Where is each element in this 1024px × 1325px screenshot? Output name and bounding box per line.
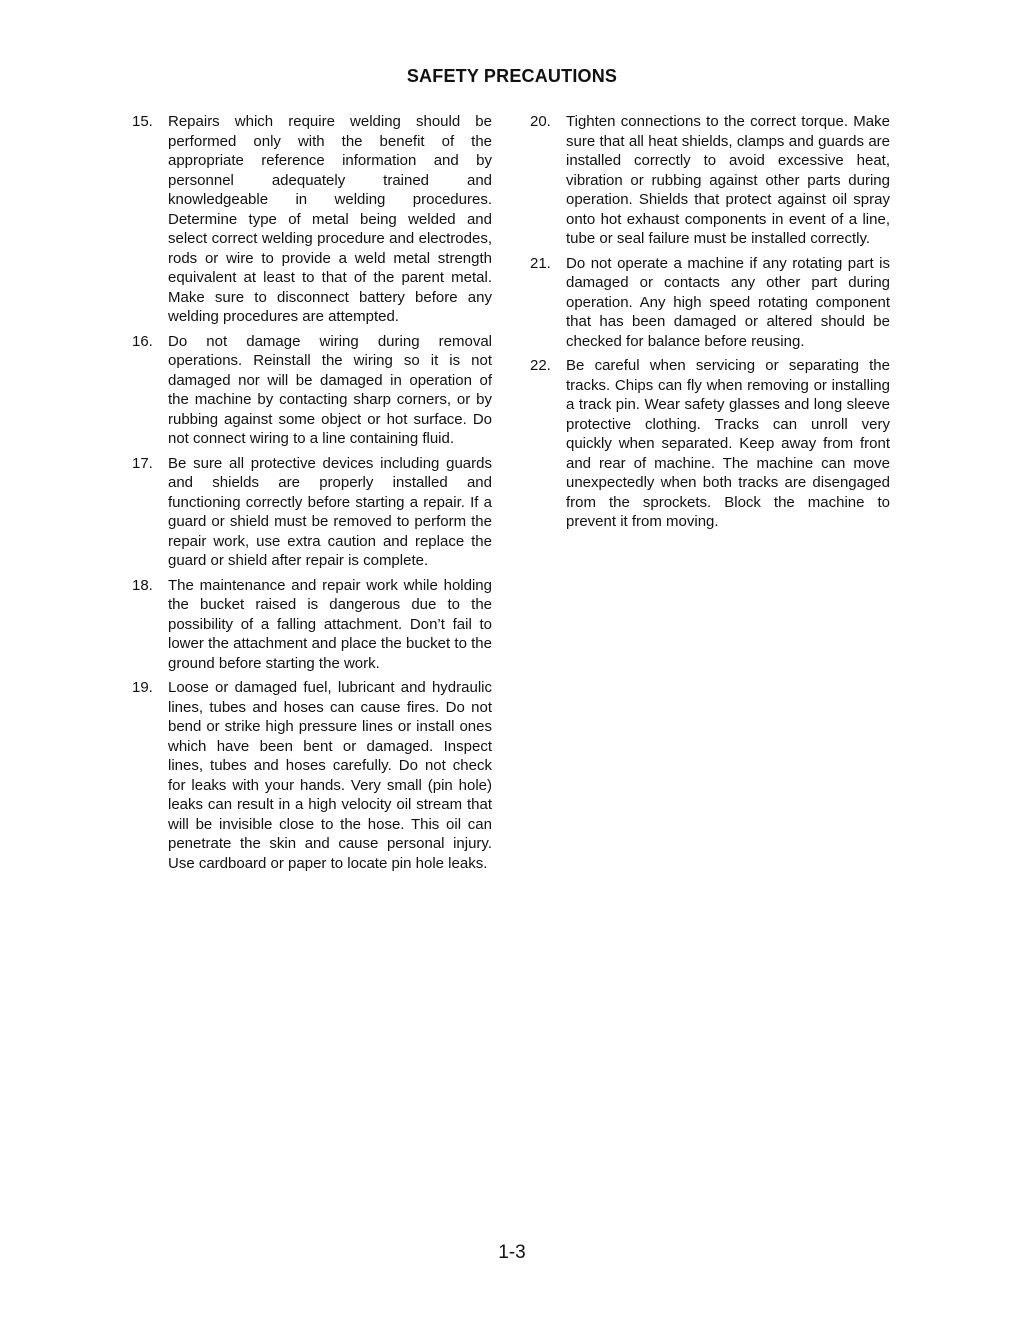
- list-item-15: [132, 112, 492, 327]
- item-number: 15.: [132, 113, 153, 130]
- list-item-21: [530, 254, 890, 352]
- list-item-19: [132, 678, 492, 873]
- item-number: 16.: [132, 332, 153, 350]
- item-text: Do not damage wiring during removal operations. Reinstall the wiring so it is not damaged nor will be damaged in operation of the machine by contacting sharp corners, or by rubbing against some object or hot surface. Do not connect wiring to a line containing fluid.: [168, 332, 492, 447]
- item-text: Do not operate a machine if any rotating part is damaged or contacts any other part during operation. Any high speed rotating component that has been damaged or altered should be checked for balance before reusing.: [566, 254, 890, 350]
- list-item-18: [132, 576, 492, 674]
- item-number: 20.: [530, 113, 551, 130]
- item-number: 21.: [530, 254, 551, 272]
- item-number: 22.: [530, 357, 551, 374]
- page-title: SAFETY PRECAUTIONS: [406, 66, 618, 86]
- item-number: 18.: [132, 576, 153, 594]
- item-text: Tighten connections to the correct torque. Make sure that all heat shields, clamps and guards are installed correctly to avoid excessive heat, vibration or rubbing against other parts during operation. Shields that protect against oil spray onto hot exhaust components in event of a line, tube or seal failure must be installed correctly.: [566, 113, 890, 247]
- item-text: Loose or damaged fuel, lubricant and hydraulic lines, tubes and hoses can cause fires. Do not bend or strike high pressure lines or install ones which have been bent or damaged. Inspect lines, tubes and hoses carefully. Do not check for leaks with your hands. Very small (pin hole) leaks can result in a high velocity oil stream that will be invisible close to the hose. This oil can penetrate the skin and cause personal injury. Use cardboard or paper to locate pin hole leaks.: [168, 679, 492, 872]
- item-number: 17.: [132, 454, 153, 472]
- item-text: Be careful when servicing or separating the tracks. Chips can fly when removing or installing a track pin. Wear safety glasses and long sleeve protective clothing. Tracks can unroll very quickly when separated. Keep away from front and rear of machine. The machine can move unexpectedly when both tracks are disengaged from the sprockets. Block the machine to prevent it from moving.: [566, 357, 890, 530]
- item-number: 19.: [132, 679, 153, 696]
- item-text: Repairs which require welding should be performed only with the benefit of the appropriate reference information and by personnel adequately trained and knowledgeable in welding procedures. Determine type of metal being welded and select correct welding procedure and electrodes, rods or wire to provide a weld metal strength equivalent at least to that of the parent metal. Make sure to disconnect battery before any welding procedures are attempted.: [168, 113, 492, 325]
- item-text: Be sure all protective devices including guards and shields are properly installed and functioning correctly before starting a repair. If a guard or shield must be removed to perform the repair work, use extra caution and replace the guard or shield after repair is complete.: [168, 454, 492, 569]
- page-number: 1-3: [498, 1242, 526, 1263]
- list-item-17: [132, 454, 492, 571]
- list-item-20: [530, 112, 890, 249]
- list-item-22: [530, 356, 890, 532]
- item-text: The maintenance and repair work while holding the bucket raised is dangerous due to the possibility of a falling attachment. Don’t fail to lower the attachment and place the bucket to the ground before starting the work.: [168, 576, 492, 672]
- left-column: [132, 112, 492, 878]
- list-item-16: [132, 332, 492, 449]
- right-column: [530, 112, 890, 537]
